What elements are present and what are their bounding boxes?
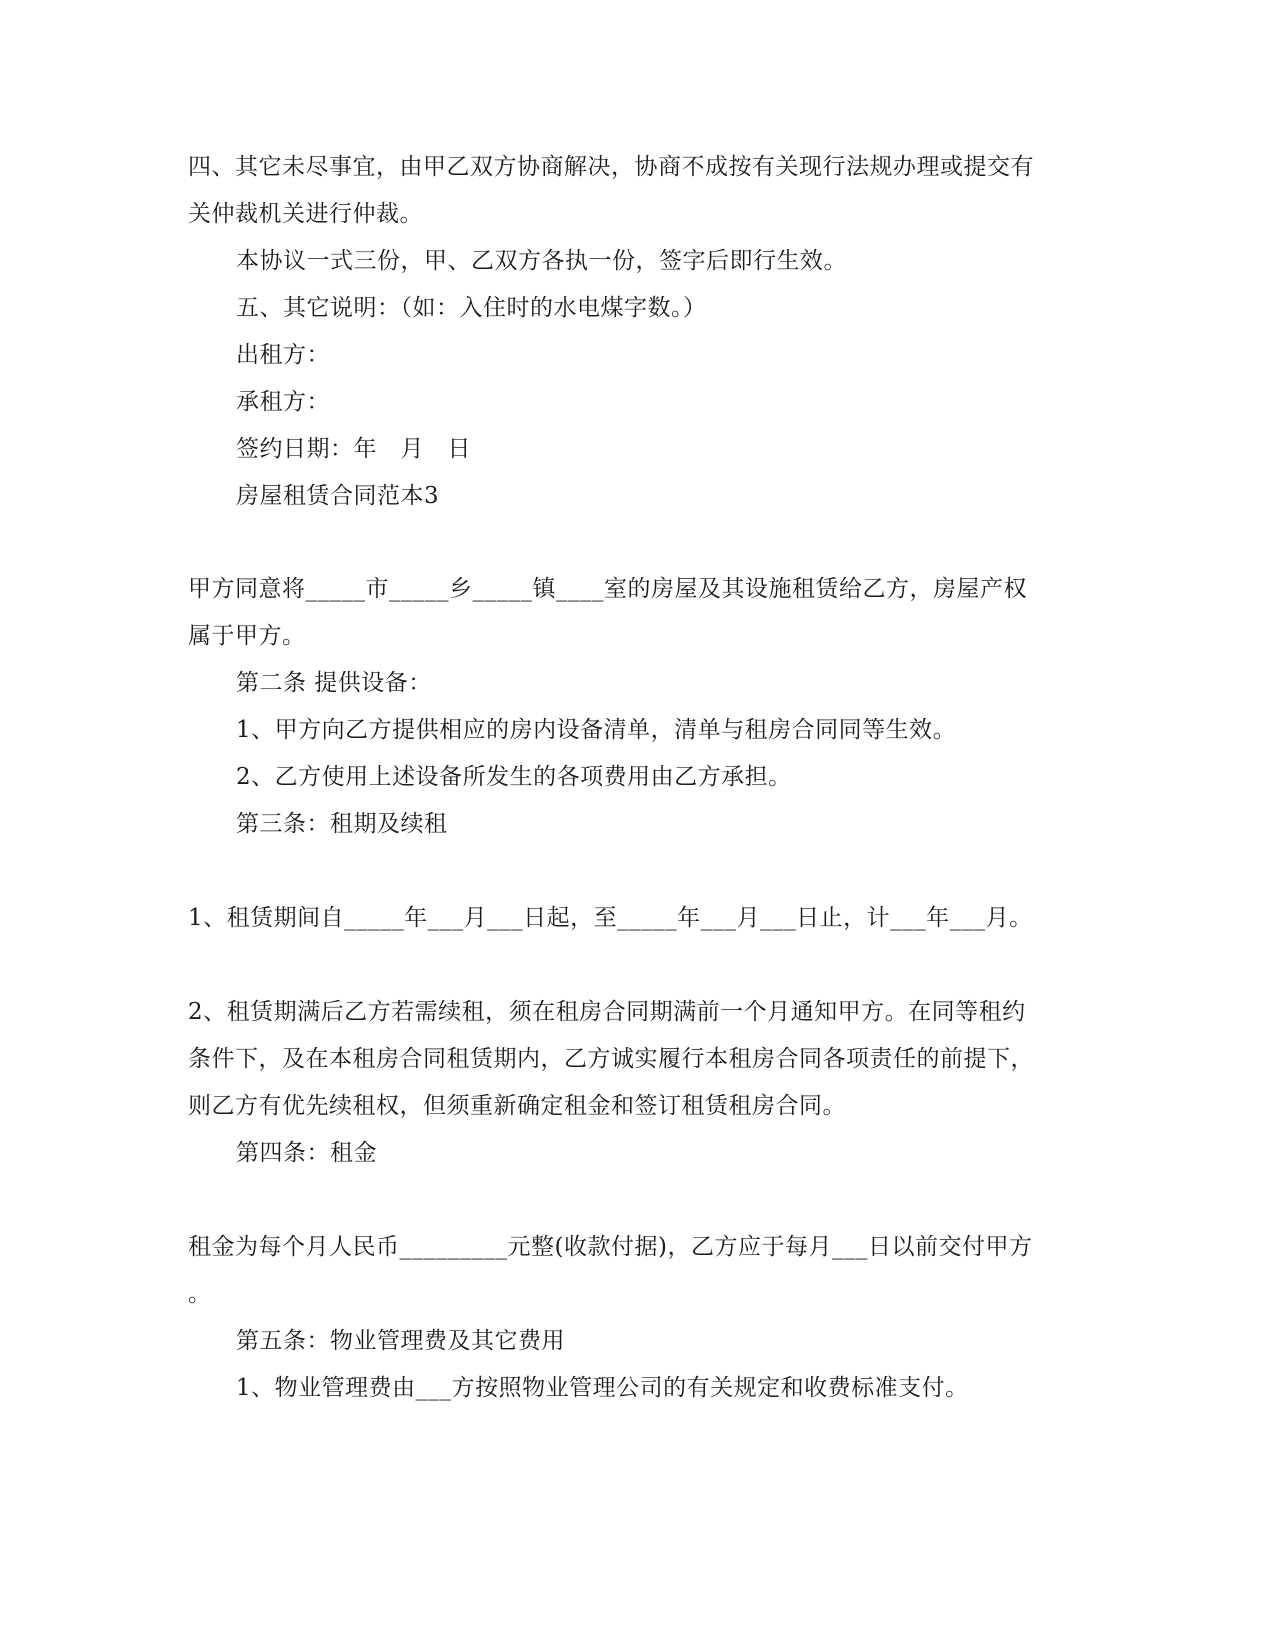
paragraph-line: 。 — [188, 1281, 212, 1307]
paragraph-line: 1、物业管理费由___方按照物业管理公司的有关规定和收费标准支付。 — [236, 1375, 969, 1401]
paragraph-line: 2、乙方使用上述设备所发生的各项费用由乙方承担。 — [236, 764, 792, 790]
signing-date-label: 签约日期：年 月 日 — [236, 436, 471, 462]
paragraph-line: 四、其它未尽事宜，由甲乙双方协商解决，协商不成按有关现行法规办理或提交有 — [188, 154, 1034, 180]
article-heading: 第五条：物业管理费及其它费用 — [236, 1328, 565, 1354]
paragraph-line: 本协议一式三份，甲、乙双方各执一份，签字后即行生效。 — [236, 248, 847, 274]
lessee-label: 承租方： — [236, 389, 330, 415]
article-heading: 第三条：租期及续租 — [236, 811, 448, 837]
paragraph-line: 租金为每个月人民币_________元整(收款付据)，乙方应于每月___日以前交付甲方 — [188, 1234, 1033, 1260]
paragraph-line: 1、租赁期间自_____年___月___日起，至_____年___月___日止，计___年___月。 — [188, 905, 1033, 931]
paragraph-line: 条件下，及在本租房合同租赁期内，乙方诚实履行本租房合同各项责任的前提下， — [188, 1046, 1034, 1072]
paragraph-line: 甲方同意将_____市_____乡_____镇____室的房屋及其设施租赁给乙方，房屋产权 — [188, 576, 1027, 602]
lessor-label: 出租方： — [236, 342, 330, 368]
section-heading: 五、其它说明：（如：入住时的水电煤字数。） — [236, 295, 707, 321]
contract-title: 房屋租赁合同范本3 — [236, 483, 440, 509]
paragraph-line: 2、租赁期满后乙方若需续租，须在租房合同期满前一个月通知甲方。在同等租约 — [188, 999, 1026, 1025]
article-heading: 第二条 提供设备： — [236, 670, 432, 696]
paragraph-line: 属于甲方。 — [188, 623, 306, 649]
paragraph-line: 1、甲方向乙方提供相应的房内设备清单，清单与租房合同同等生效。 — [236, 717, 957, 743]
paragraph-line: 则乙方有优先续租权，但须重新确定租金和签订租赁租房合同。 — [188, 1093, 846, 1119]
paragraph-line: 关仲裁机关进行仲裁。 — [188, 201, 423, 227]
article-heading: 第四条：租金 — [236, 1140, 377, 1166]
